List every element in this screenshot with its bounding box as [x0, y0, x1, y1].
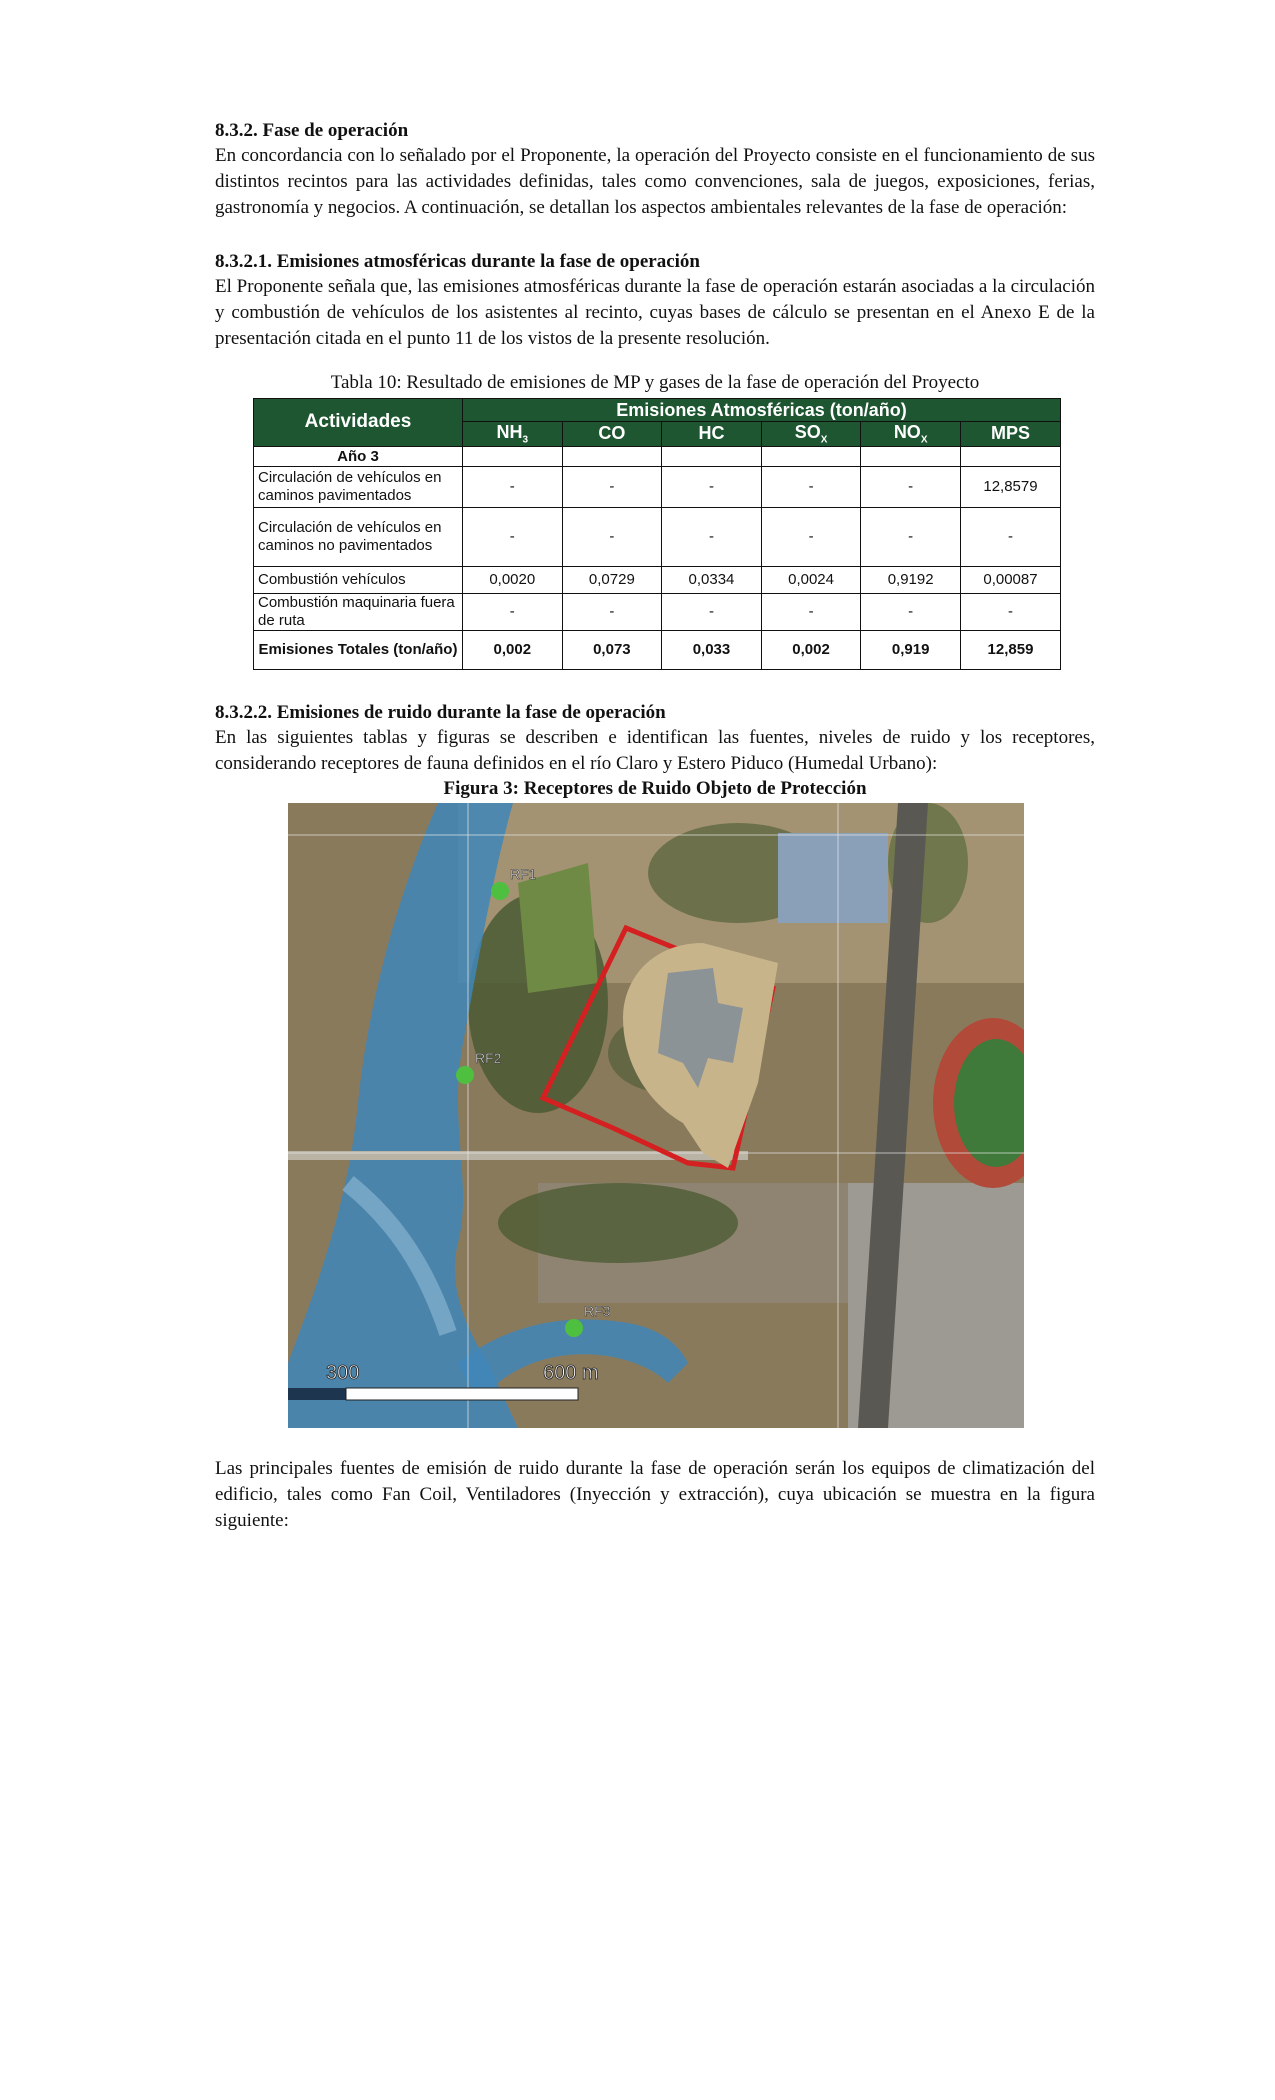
cell: 0,0729: [562, 566, 662, 593]
receptor-rf3: [565, 1319, 583, 1337]
label-rf2: RF2: [475, 1049, 502, 1066]
row-label: Circulación de vehículos en caminos no pavimentados: [254, 507, 463, 566]
header-co: CO: [562, 422, 662, 447]
aerial-map: [288, 803, 1024, 1428]
cell: -: [462, 593, 562, 630]
header-group: Emisiones Atmosféricas (ton/año): [462, 399, 1060, 422]
cell: 12,8579: [960, 466, 1060, 507]
totals-label: Emisiones Totales (ton/año): [254, 630, 463, 669]
header-sox: $SO_X$: [761, 422, 861, 447]
table-row: [254, 566, 1061, 593]
cell: -: [462, 507, 562, 566]
cell: 0,0024: [761, 566, 861, 593]
green-field: [518, 863, 598, 993]
receptor-rf1: [491, 882, 509, 900]
page-content: [215, 118, 1095, 1534]
tree-cluster: [498, 1183, 738, 1263]
section-paragraph: En concordancia con lo señalado por el Proponente, la operación del Proyecto consiste en el funcionamiento de sus distintos recintos para las actividades definidas, tales como convenciones, sala de juegos, exposiciones, ferias, gastronomía y negocios. A continuación, se detallan los aspectos ambientales relevantes de la fase de operación:: [215, 145, 1095, 218]
header-mps: MPS: [960, 422, 1060, 447]
cell: -: [761, 507, 861, 566]
cell: 0,00087: [960, 566, 1060, 593]
cell: -: [960, 507, 1060, 566]
cell: -: [562, 593, 662, 630]
scale-bar-dark: [288, 1388, 346, 1400]
row-label: Combustión maquinaria fuera de ruta: [254, 593, 463, 630]
closing-paragraph: Las principales fuentes de emisión de ruido durante la fase de operación serán los equipos de climatización del edificio, tales como Fan Coil, Ventiladores (Inyección y extracción), cuya ubicación se muestra en la figura siguiente:: [215, 1457, 1095, 1531]
cell: -: [861, 466, 961, 507]
cell: -: [861, 593, 961, 630]
receptor-rf2: [456, 1066, 474, 1084]
total-cell: 0,002: [761, 630, 861, 669]
sub2-paragraph: En las siguientes tablas y figuras se describen e identifican las fuentes, niveles de ruido y los receptores, considerando receptores de fauna definidos en el río Claro y Estero Piduco (Humedal Urbano):: [215, 726, 1095, 774]
sub2-heading: 8.3.2.2. Emisiones de ruido durante la fase de operación: [215, 701, 666, 723]
table-row: [254, 593, 1061, 630]
total-cell: 0,919: [861, 630, 961, 669]
cell: -: [662, 507, 762, 566]
header-activities: Actividades: [254, 399, 463, 447]
total-cell: 12,859: [960, 630, 1060, 669]
cell: 0,9192: [861, 566, 961, 593]
table-row: [254, 507, 1061, 566]
table-caption: Tabla 10: Resultado de emisiones de MP y gases de la fase de operación del Proyecto: [330, 372, 980, 393]
scale-label-left: 300: [326, 1361, 360, 1384]
label-rf1: RF1: [510, 865, 537, 882]
year-row: [254, 446, 1061, 466]
total-cell: 0,002: [462, 630, 562, 669]
cell: -: [462, 466, 562, 507]
header-nh3: $NH_3$: [462, 422, 562, 447]
sub1-paragraph: El Proponente señala que, las emisiones atmosféricas durante la fase de operación estarán asociadas a la circulación y combustión de vehículos de los asistentes al recinto, cuyas bases de cálculo se presentan en el Anexo E de la presentación citada en el punto 11 de los vistos de la presente resolución.: [215, 276, 1095, 349]
label-rf3: RF3: [584, 1302, 611, 1319]
totals-row: [254, 630, 1061, 669]
total-cell: 0,073: [562, 630, 662, 669]
sub1-heading: 8.3.2.1. Emisiones atmosféricas durante la fase de operación: [215, 251, 700, 272]
cell: -: [761, 593, 861, 630]
cell: -: [562, 507, 662, 566]
cell: 0,0020: [462, 566, 562, 593]
row-label: Circulación de vehículos en caminos pavimentados: [254, 466, 463, 507]
header-hc: HC: [662, 422, 762, 447]
header-nox: $NO_X$: [861, 422, 961, 447]
cell: -: [861, 507, 961, 566]
emissions-table: [253, 398, 1061, 670]
row-label: Combustión vehículos: [254, 566, 463, 593]
cell: -: [761, 466, 861, 507]
table-row: [254, 466, 1061, 507]
cell: -: [960, 593, 1060, 630]
map-svg: [288, 803, 1024, 1428]
figure-caption: Figura 3: Receptores de Ruido Objeto de Protección: [443, 777, 867, 799]
scale-bar-light: [346, 1388, 578, 1400]
table-header-row: [254, 399, 1061, 422]
total-cell: 0,033: [662, 630, 762, 669]
cell: -: [662, 593, 762, 630]
sport-court: [778, 833, 888, 923]
cell: -: [662, 466, 762, 507]
scale-label-right: 600 m: [543, 1361, 599, 1384]
section-heading: 8.3.2. Fase de operación: [215, 120, 409, 141]
cell: 0,0334: [662, 566, 762, 593]
cell: -: [562, 466, 662, 507]
year-label: Año 3: [254, 446, 463, 466]
